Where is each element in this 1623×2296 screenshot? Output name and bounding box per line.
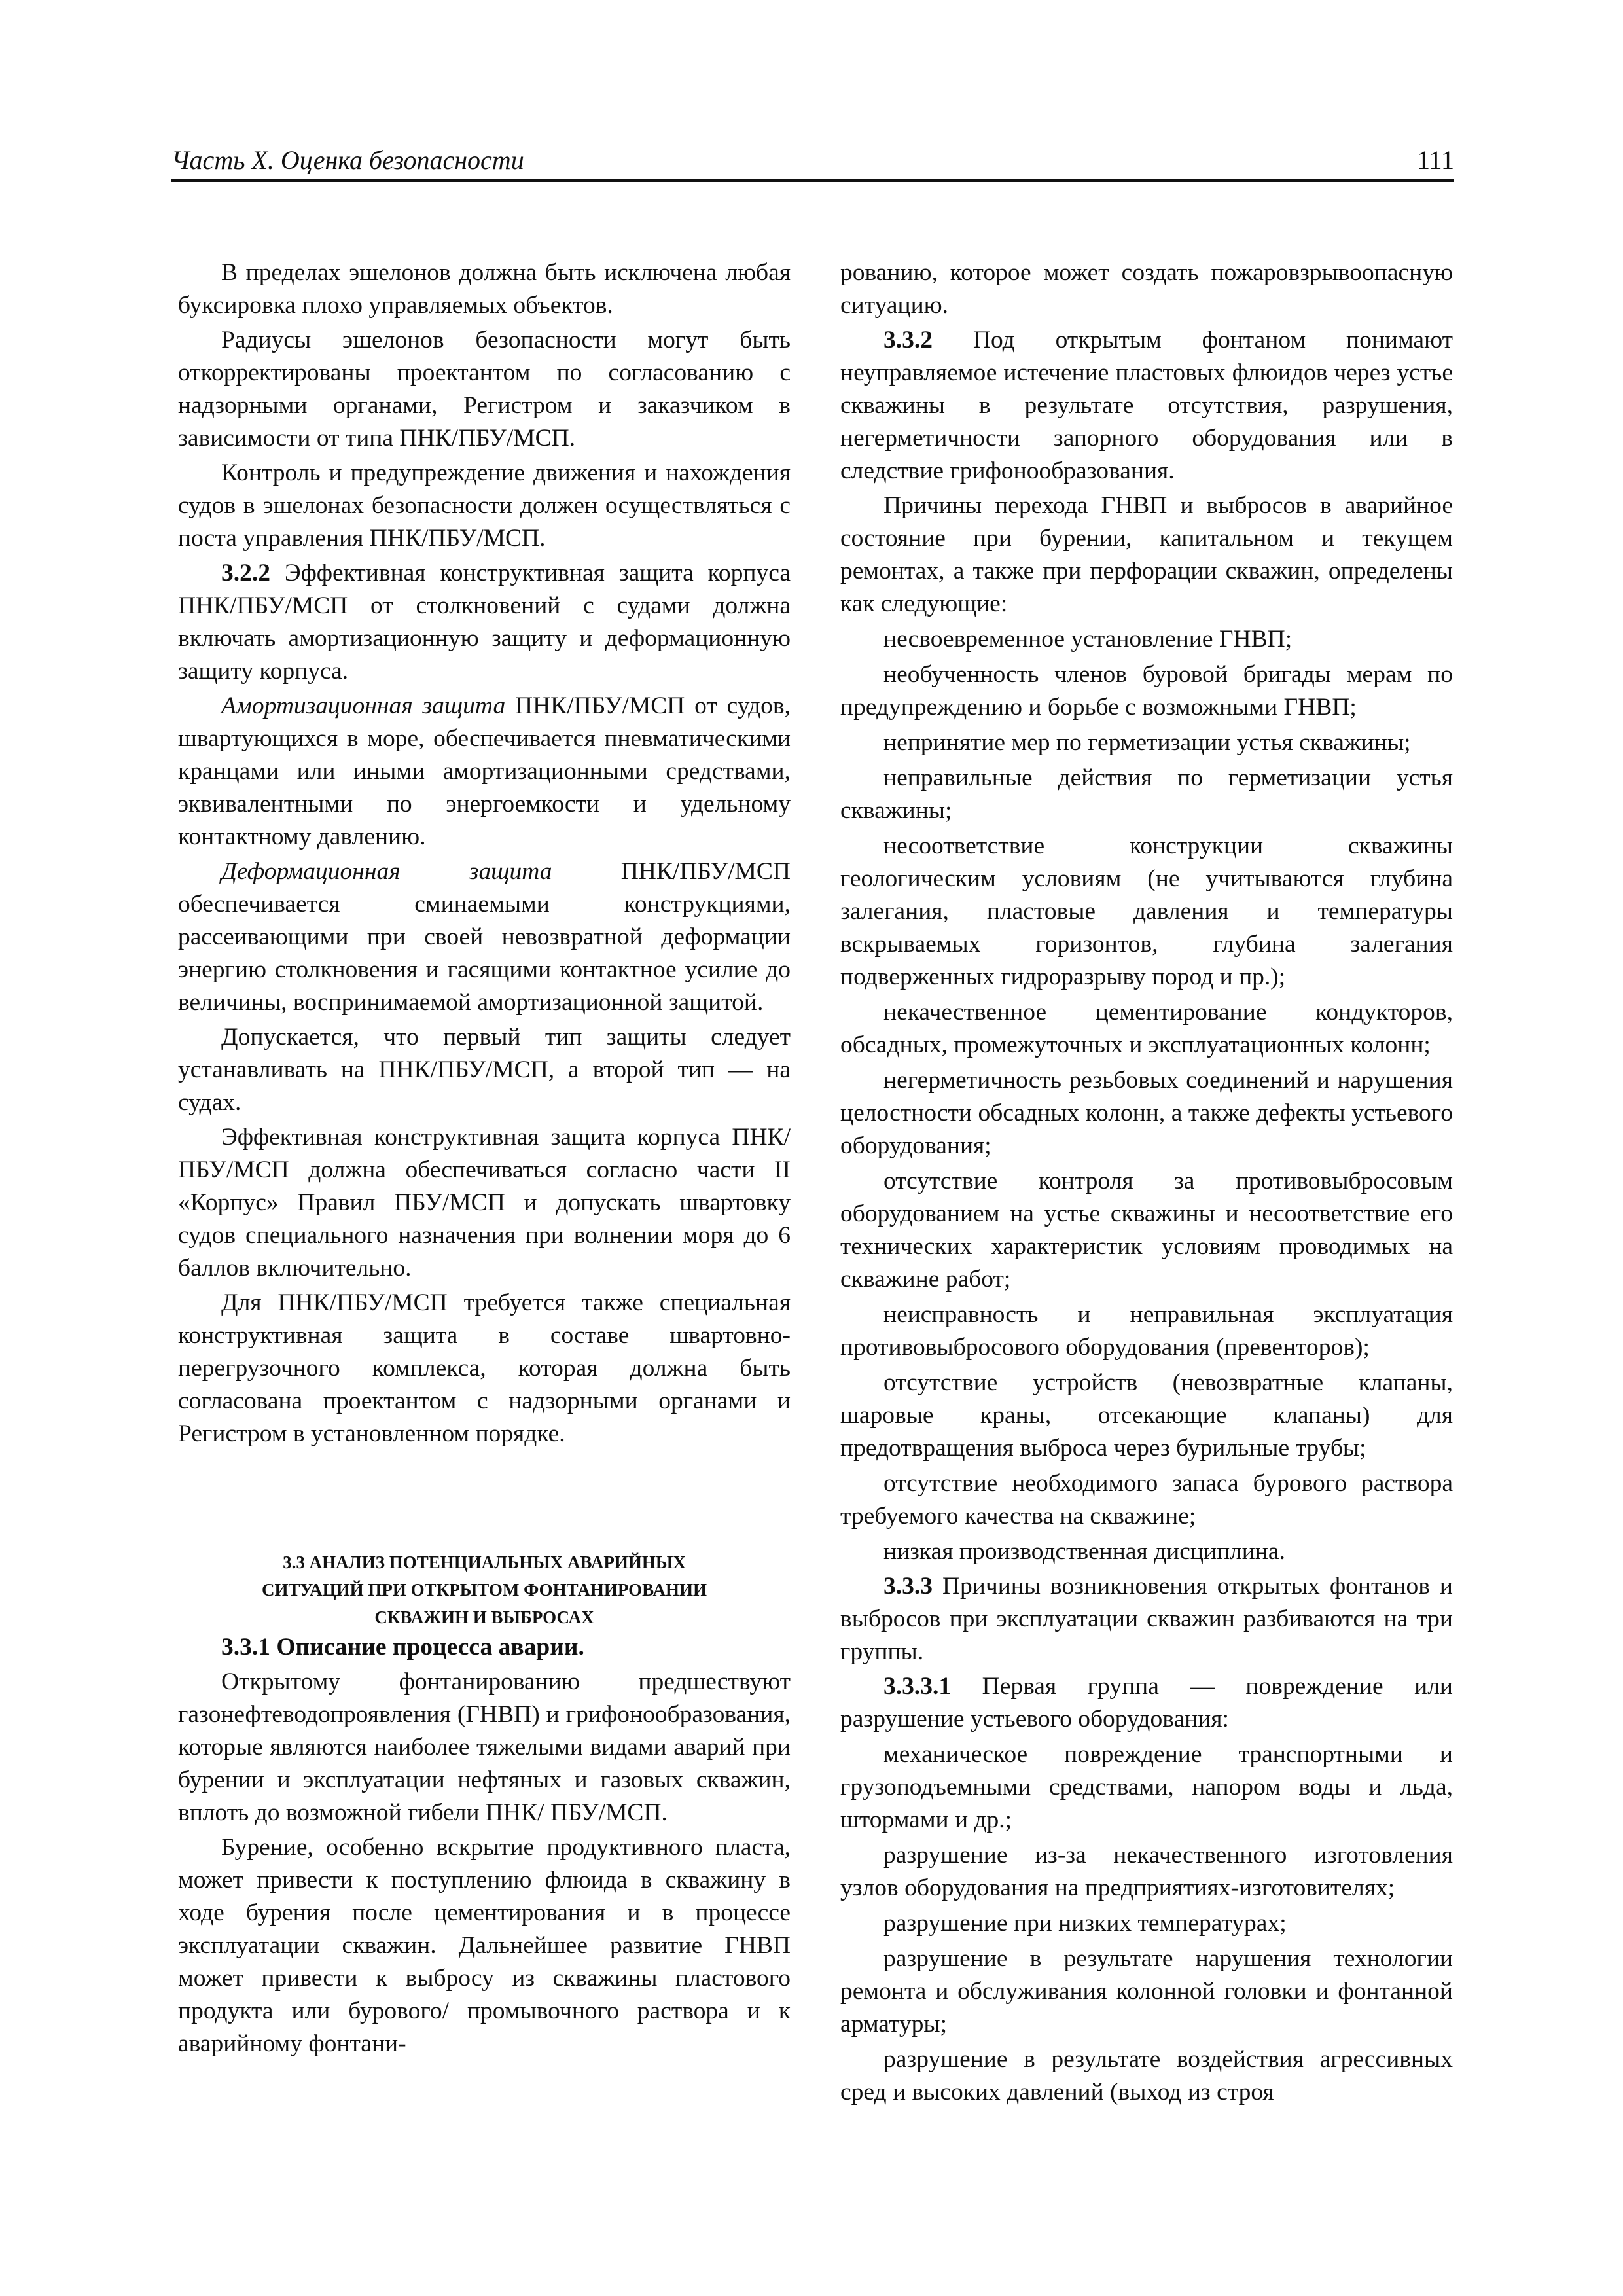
paragraph: Для ПНК/ПБУ/МСП требуется также специальная конструктивная защита в составе швартовно-перегрузочного комплекса, которая должна быть согласована проектантом с надзорными органами и Регистром в установленном порядке.: [178, 1289, 791, 1447]
section-number: 3.3.3.1: [883, 1673, 952, 1700]
section-number: 3.3.2: [883, 327, 933, 353]
paragraph: [840, 324, 1453, 488]
list-item: некачественное цементирование кондукторов, обсадных, промежуточных и эксплуатационных колонн;: [840, 999, 1453, 1058]
running-header: [171, 141, 1454, 182]
paragraph: [178, 557, 791, 688]
paragraph-text: Причины возникновения открытых фонтанов и выбросов при эксплуатации скважин разбиваются на три группы.: [840, 1573, 1453, 1665]
section-number: 3.3.3: [883, 1573, 933, 1600]
list-item: механическое повреждение транспортными и грузоподъемными средствами, напором воды и льда, штормами и др.;: [840, 1741, 1453, 1833]
paragraph: Эффективная конструктивная защита корпуса ПНК/ПБУ/МСП должна обеспечиваться согласно части II «Корпус» Правил ПБУ/МСП и допускать швартовку судов специального назначения при волнении моря до 6 баллов включительно.: [178, 1124, 791, 1282]
list-item: непринятие мер по герметизации устья скважины;: [883, 729, 1411, 756]
section-number: 3.2.2: [221, 560, 270, 586]
subsection-heading: 3.3.1 Описание процесса аварии.: [221, 1634, 584, 1660]
paragraph: [178, 855, 791, 1019]
running-header-title: Часть X. Оценка безопасности: [171, 145, 524, 175]
list-item: отсутствие необходимого запаса бурового раствора требуемого качества на скважине;: [840, 1470, 1453, 1530]
list-item: низкая производственная дисциплина.: [883, 1538, 1285, 1565]
list-item: негерметичность резьбовых соединений и нарушения целостности обсадных колонн, а также дефекты устьевого оборудования;: [840, 1067, 1453, 1159]
list-item: неправильные действия по герметизации устья скважины;: [840, 764, 1453, 824]
list-item: отсутствие устройств (невозвратные клапаны, шаровые краны, отсекающие клапаны) для предотвращения выброса через бурильные трубы;: [840, 1369, 1453, 1462]
paragraph-text: Первая группа — повреждение или разрушение устьевого оборудования:: [840, 1673, 1453, 1732]
paragraph-text: ПНК/ПБУ/МСП от судов, швартующихся в море, обеспечивается пневматическими кранцами или иными амортизационными средствами, эквивалентными по энергоемкости и удельному контактному давлению.: [178, 692, 791, 850]
section-heading-line: СИТУАЦИЙ ПРИ ОТКРЫТОМ ФОНТАНИРОВАНИИ: [262, 1580, 707, 1600]
list-item: разрушение при низких температурах;: [883, 1910, 1287, 1937]
paragraph-text: ПНК/ПБУ/МСП обеспечивается сминаемыми конструкциями, рассеивающими при своей невозвратной деформации энергию столкновения и гасящими контактное усилие до величины, воспринимаемой амортизационной защитой.: [178, 858, 791, 1016]
list-item: несоответствие конструкции скважины геологическим условиям (не учитываются глубина залегания, пластовые давления и температуры вскрываемых горизонтов, глубина залегания подверженных гидроразрыву пород и пр.);: [840, 833, 1453, 990]
paragraph: Бурение, особенно вскрытие продуктивного пласта, может привести к поступлению флюида в скважину в ходе бурения после цементирования и в процессе эксплуатации скважин. Дальнейшее развитие ГНВП может привести к выбросу из скважины пластового продукта или бурового/ промывочного раствора и к аварийному фонтани-: [178, 1834, 791, 2057]
section-heading: [178, 1549, 791, 1631]
list-item: неисправность и неправильная эксплуатация противовыбросового оборудования (превенторов);: [840, 1301, 1453, 1361]
list-item: разрушение в результате воздействия агрессивных сред и высоких давлений (выход из строя: [840, 2046, 1453, 2106]
paragraph: В пределах эшелонов должна быть исключена любая буксировка плохо управляемых объектов.: [178, 259, 791, 319]
page-number: 111: [1416, 145, 1454, 175]
paragraph: Контроль и предупреждение движения и нахождения судов в эшелонах безопасности должен осуществляться с поста управления ПНК/ПБУ/МСП.: [178, 459, 791, 552]
right-column: [840, 257, 1453, 2109]
paragraph: Допускается, что первый тип защиты следует устанавливать на ПНК/ПБУ/МСП, а второй тип — на судах.: [178, 1024, 791, 1116]
list-item: разрушение в результате нарушения технологии ремонта и обслуживания колонной головки и фонтанной арматуры;: [840, 1945, 1453, 2037]
paragraph: Открытому фонтанированию предшествуют газонефтеводопроявления (ГНВП) и грифонообразования, которые являются наиболее тяжелыми видами аварий при бурении и эксплуатации нефтяных и газовых скважин, вплоть до возможной гибели ПНК/ ПБУ/МСП.: [178, 1668, 791, 1826]
list-item: отсутствие контроля за противовыбросовым оборудованием на устье скважины и несоответствие его технических характеристик условиям проводимых на скважине работ;: [840, 1168, 1453, 1293]
section-heading-line: 3.3 АНАЛИЗ ПОТЕНЦИАЛЬНЫХ АВАРИЙНЫХ: [283, 1552, 686, 1572]
paragraph: Причины перехода ГНВП и выбросов в аварийное состояние при бурении, капитальном и текущем ремонтах, а также при перфорации скважин, определены как следующие:: [840, 492, 1453, 617]
list-item: несвоевременное установление ГНВП;: [883, 626, 1293, 653]
paragraph: [178, 690, 791, 853]
paragraph: рованию, которое может создать пожаровзрывоопасную ситуацию.: [840, 259, 1453, 319]
paragraph: [840, 1670, 1453, 1736]
section-heading-line: СКВАЖИН И ВЫБРОСАХ: [374, 1607, 594, 1627]
paragraph-text: Под открытым фонтаном понимают неуправляемое истечение пластовых флюидов через устье скважины в результате отсутствия, разрушения, негерметичности запорного оборудования или в следствие грифонообразования.: [840, 327, 1453, 484]
paragraph-text: Эффективная конструктивная защита корпуса ПНК/ПБУ/МСП от столкновений с судами должна включать амортизационную защиту и деформационную защиту корпуса.: [178, 560, 791, 685]
paragraph: [840, 1570, 1453, 1668]
term: Амортизационная защита: [221, 692, 506, 719]
term: Деформационная защита: [221, 858, 552, 885]
list-item: разрушение из-за некачественного изготовления узлов оборудования на предприятиях-изготовителях;: [840, 1842, 1453, 1901]
list-item: необученность членов буровой бригады мерам по предупреждению и борьбе с возможными ГНВП;: [840, 661, 1453, 721]
paragraph: Радиусы эшелонов безопасности могут быть откорректированы проектантом по согласованию с надзорными органами, Регистром и заказчиком в зависимости от типа ПНК/ПБУ/МСП.: [178, 327, 791, 452]
left-column: [178, 257, 791, 2060]
